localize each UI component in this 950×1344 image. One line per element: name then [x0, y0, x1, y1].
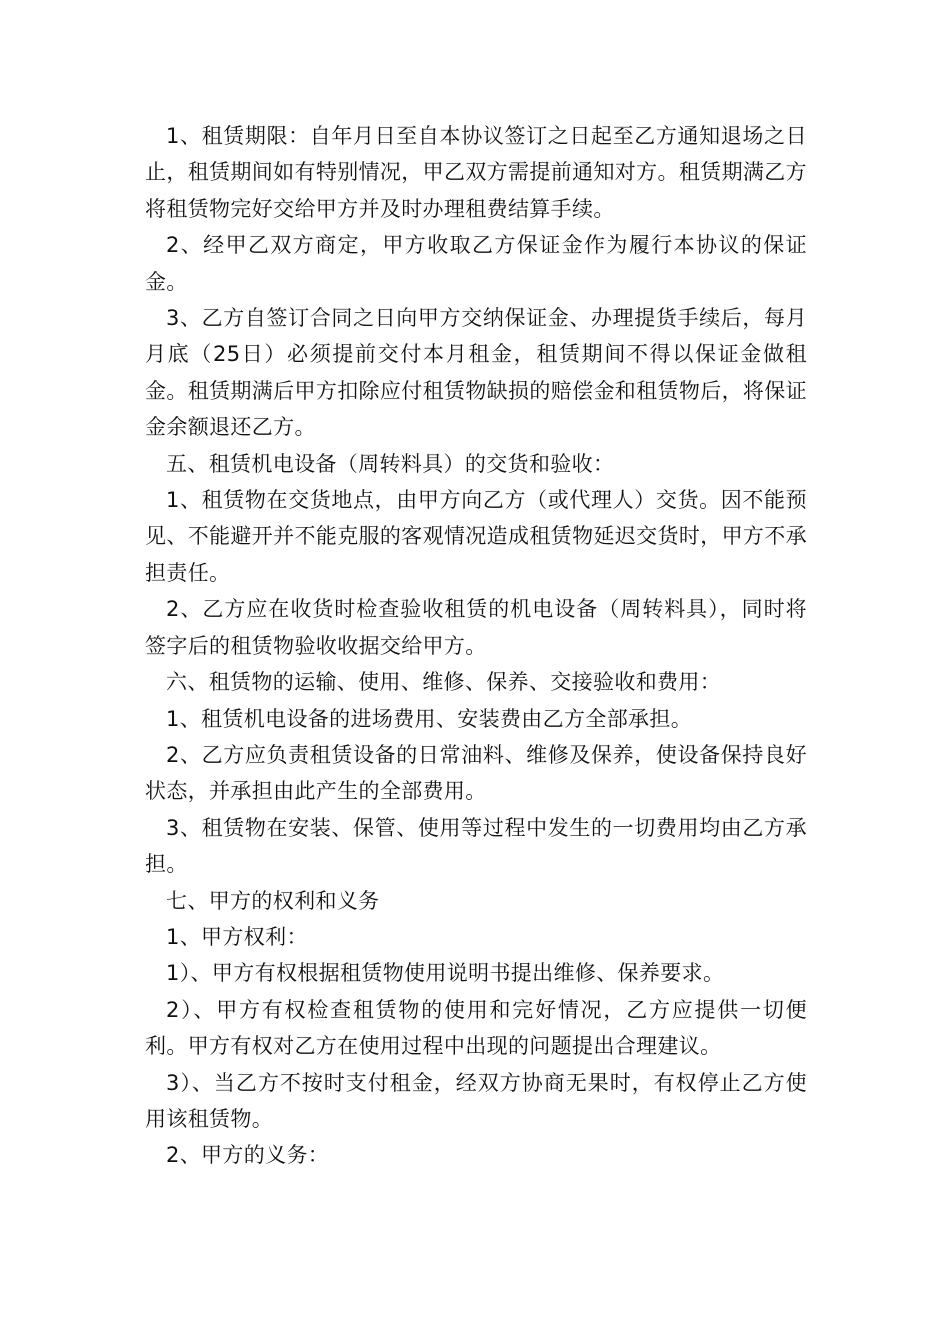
subheading-party-a-rights: 1、甲方权利： [166, 924, 308, 949]
paragraph-right-1: 1）、甲方有权根据租赁物使用说明书提出维修、保养要求。 [166, 961, 725, 986]
section-heading-party-a: 七、甲方的权利和义务 [166, 888, 380, 913]
subheading-party-a-obligations: 2、甲方的义务： [166, 1143, 330, 1168]
section-heading-delivery: 五、租赁机电设备（周转料具）的交货和验收： [166, 451, 615, 476]
paragraph-lease-term: 1、租赁期限：自年月日至自本协议签订之日起至乙方通知退场之日止，租赁期间如有特别情况，甲乙双方需提前通知对方。租赁期满乙方将租赁物完好交给甲方并及时办理租费结算手续。 [145, 124, 807, 221]
paragraph-maintenance: 2、乙方应负责租赁设备的日常油料、维修及保养，使设备保持良好状态，并承担由此产生的全部费用。 [145, 742, 807, 804]
paragraph-usage-costs: 3、租赁物在安装、保管、使用等过程中发生的一切费用均由乙方承担。 [145, 815, 807, 877]
paragraph-entry-fees: 1、租赁机电设备的进场费用、安装费由乙方全部承担。 [166, 706, 693, 731]
document-body [145, 118, 807, 1174]
paragraph-rent-payment: 3、乙方自签订合同之日向甲方交纳保证金、办理提货手续后，每月月底（25日）必须提前交付本月租金，租赁期间不得以保证金做租金。租赁期满后甲方扣除应付租赁物缺损的赔偿金和租赁物后，将保证金余额退还乙方。 [145, 306, 807, 440]
paragraph-right-3: 3）、当乙方不按时支付租金，经双方协商无果时，有权停止乙方使用该租赁物。 [145, 1070, 807, 1131]
paragraph-delivery-location: 1、租赁物在交货地点，由甲方向乙方（或代理人）交货。因不能预见、不能避开并不能克服的客观情况造成租赁物延迟交货时，甲方不承担责任。 [145, 488, 807, 585]
paragraph-deposit: 2、经甲乙双方商定，甲方收取乙方保证金作为履行本协议的保证金。 [145, 233, 807, 294]
paragraph-inspection: 2、乙方应在收货时检查验收租赁的机电设备（周转料具），同时将签字后的租赁物验收收据交给甲方。 [145, 597, 807, 658]
paragraph-right-2: 2）、甲方有权检查租赁物的使用和完好情况，乙方应提供一切便利。甲方有权对乙方在使用过程中出现的问题提出合理建议。 [145, 997, 807, 1059]
section-heading-transport: 六、租赁物的运输、使用、维修、保养、交接验收和费用： [166, 670, 722, 695]
